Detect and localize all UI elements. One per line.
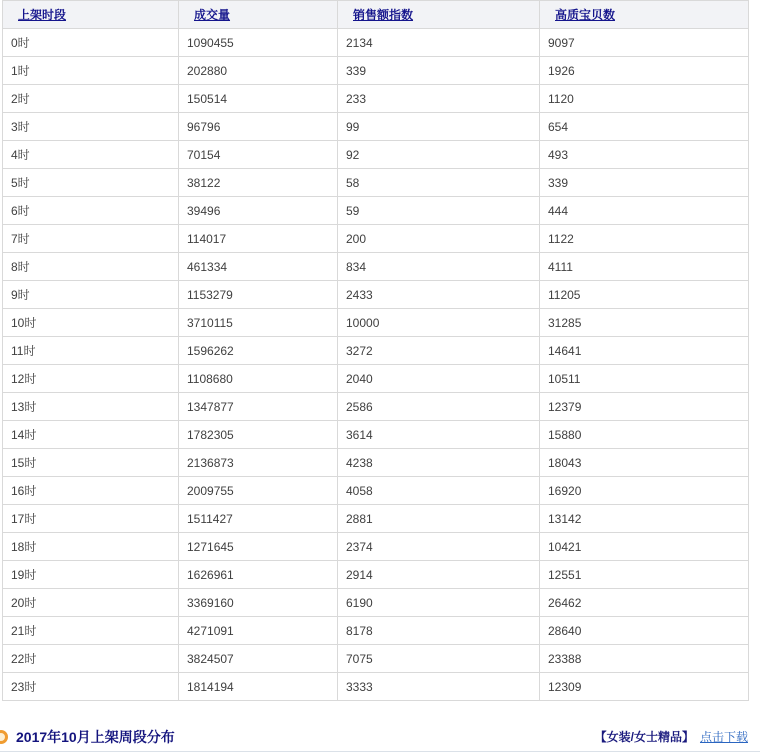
cell-time-period: 12时	[3, 365, 179, 393]
cell-time-period: 15时	[3, 449, 179, 477]
hourly-stats-table	[2, 0, 749, 701]
cell-quality-items: 654	[540, 113, 749, 141]
cell-sales-index: 2586	[338, 393, 540, 421]
cell-quality-items: 1926	[540, 57, 749, 85]
cell-quality-items: 493	[540, 141, 749, 169]
category-label: 【女装/女士精品】	[594, 730, 694, 744]
cell-time-period: 17时	[3, 505, 179, 533]
table-row	[3, 141, 749, 169]
cell-quality-items: 12551	[540, 561, 749, 589]
cell-volume: 1090455	[179, 29, 338, 57]
table-row	[3, 197, 749, 225]
cell-quality-items: 14641	[540, 337, 749, 365]
cell-volume: 202880	[179, 57, 338, 85]
cell-time-period: 8时	[3, 253, 179, 281]
cell-quality-items: 16920	[540, 477, 749, 505]
cell-quality-items: 18043	[540, 449, 749, 477]
header-row	[3, 1, 749, 29]
cell-quality-items: 12379	[540, 393, 749, 421]
section-header-left	[0, 727, 175, 747]
cell-quality-items: 1122	[540, 225, 749, 253]
cell-time-period: 13时	[3, 393, 179, 421]
table-row	[3, 421, 749, 449]
table-row	[3, 113, 749, 141]
cell-quality-items: 12309	[540, 673, 749, 701]
cell-volume: 70154	[179, 141, 338, 169]
table-row	[3, 337, 749, 365]
cell-time-period: 22时	[3, 645, 179, 673]
cell-volume: 96796	[179, 113, 338, 141]
column-header-link-sales-index[interactable]: 销售额指数	[353, 8, 414, 22]
cell-time-period: 7时	[3, 225, 179, 253]
table-row	[3, 589, 749, 617]
cell-time-period: 9时	[3, 281, 179, 309]
cell-quality-items: 444	[540, 197, 749, 225]
cell-sales-index: 2134	[338, 29, 540, 57]
column-header-link-volume[interactable]: 成交量	[194, 8, 231, 22]
table-row	[3, 449, 749, 477]
cell-quality-items: 9097	[540, 29, 749, 57]
cell-volume: 1626961	[179, 561, 338, 589]
cell-sales-index: 2040	[338, 365, 540, 393]
cell-sales-index: 59	[338, 197, 540, 225]
cell-quality-items: 1120	[540, 85, 749, 113]
table-row	[3, 57, 749, 85]
download-link[interactable]: 点击下载	[699, 730, 748, 744]
cell-volume: 3710115	[179, 309, 338, 337]
section-header-right	[595, 728, 748, 745]
cell-volume: 2009755	[179, 477, 338, 505]
cell-sales-index: 3333	[338, 673, 540, 701]
cell-sales-index: 339	[338, 57, 540, 85]
cell-sales-index: 2374	[338, 533, 540, 561]
cell-sales-index: 2914	[338, 561, 540, 589]
table-row	[3, 169, 749, 197]
cell-quality-items: 4111	[540, 253, 749, 281]
cell-volume: 150514	[179, 85, 338, 113]
cell-volume: 3369160	[179, 589, 338, 617]
table-row	[3, 673, 749, 701]
cell-quality-items: 15880	[540, 421, 749, 449]
cell-quality-items: 11205	[540, 281, 749, 309]
cell-volume: 38122	[179, 169, 338, 197]
cell-sales-index: 58	[338, 169, 540, 197]
cell-time-period: 5时	[3, 169, 179, 197]
cell-sales-index: 99	[338, 113, 540, 141]
cell-volume: 39496	[179, 197, 338, 225]
table-row	[3, 29, 749, 57]
cell-volume: 114017	[179, 225, 338, 253]
cell-quality-items: 23388	[540, 645, 749, 673]
section-header-bar	[0, 722, 760, 752]
cell-sales-index: 233	[338, 85, 540, 113]
cell-volume: 3824507	[179, 645, 338, 673]
column-header-link-time-period[interactable]: 上架时段	[18, 8, 67, 22]
table-row	[3, 645, 749, 673]
cell-sales-index: 3272	[338, 337, 540, 365]
cell-volume: 461334	[179, 253, 338, 281]
table-row	[3, 561, 749, 589]
section-title: 2017年10月上架周段分布	[16, 728, 175, 745]
cell-time-period: 3时	[3, 113, 179, 141]
table-row	[3, 281, 749, 309]
cell-sales-index: 4238	[338, 449, 540, 477]
cell-sales-index: 92	[338, 141, 540, 169]
cell-sales-index: 8178	[338, 617, 540, 645]
cell-volume: 1347877	[179, 393, 338, 421]
cell-time-period: 1时	[3, 57, 179, 85]
cell-time-period: 19时	[3, 561, 179, 589]
cell-volume: 4271091	[179, 617, 338, 645]
cell-volume: 1814194	[179, 673, 338, 701]
table-row	[3, 365, 749, 393]
cell-time-period: 18时	[3, 533, 179, 561]
cell-volume: 1153279	[179, 281, 338, 309]
cell-time-period: 2时	[3, 85, 179, 113]
cell-quality-items: 26462	[540, 589, 749, 617]
column-header-time-period	[3, 1, 179, 29]
cell-volume: 1511427	[179, 505, 338, 533]
table-row	[3, 225, 749, 253]
cell-time-period: 20时	[3, 589, 179, 617]
cell-volume: 1782305	[179, 421, 338, 449]
table-row	[3, 309, 749, 337]
cell-time-period: 11时	[3, 337, 179, 365]
cell-sales-index: 4058	[338, 477, 540, 505]
cell-time-period: 21时	[3, 617, 179, 645]
cell-sales-index: 3614	[338, 421, 540, 449]
cell-quality-items: 339	[540, 169, 749, 197]
cell-time-period: 16时	[3, 477, 179, 505]
table-row	[3, 617, 749, 645]
table-row	[3, 533, 749, 561]
cell-quality-items: 31285	[540, 309, 749, 337]
table-row	[3, 505, 749, 533]
cell-quality-items: 13142	[540, 505, 749, 533]
cell-sales-index: 7075	[338, 645, 540, 673]
column-header-link-quality-items[interactable]: 高质宝贝数	[555, 8, 616, 22]
cell-time-period: 23时	[3, 673, 179, 701]
cell-time-period: 6时	[3, 197, 179, 225]
table-body	[3, 29, 749, 701]
cell-time-period: 4时	[3, 141, 179, 169]
cell-quality-items: 28640	[540, 617, 749, 645]
section-bullet-icon	[0, 730, 8, 744]
cell-quality-items: 10421	[540, 533, 749, 561]
cell-sales-index: 834	[338, 253, 540, 281]
cell-time-period: 0时	[3, 29, 179, 57]
column-header-volume	[179, 1, 338, 29]
cell-time-period: 10时	[3, 309, 179, 337]
cell-volume: 1271645	[179, 533, 338, 561]
table-row	[3, 477, 749, 505]
cell-volume: 1596262	[179, 337, 338, 365]
cell-quality-items: 10511	[540, 365, 749, 393]
cell-volume: 1108680	[179, 365, 338, 393]
column-header-quality-items	[540, 1, 749, 29]
cell-time-period: 14时	[3, 421, 179, 449]
table-row	[3, 253, 749, 281]
cell-sales-index: 10000	[338, 309, 540, 337]
cell-sales-index: 6190	[338, 589, 540, 617]
cell-sales-index: 2433	[338, 281, 540, 309]
cell-sales-index: 200	[338, 225, 540, 253]
cell-sales-index: 2881	[338, 505, 540, 533]
table-row	[3, 393, 749, 421]
column-header-sales-index	[338, 1, 540, 29]
table-row	[3, 85, 749, 113]
cell-volume: 2136873	[179, 449, 338, 477]
